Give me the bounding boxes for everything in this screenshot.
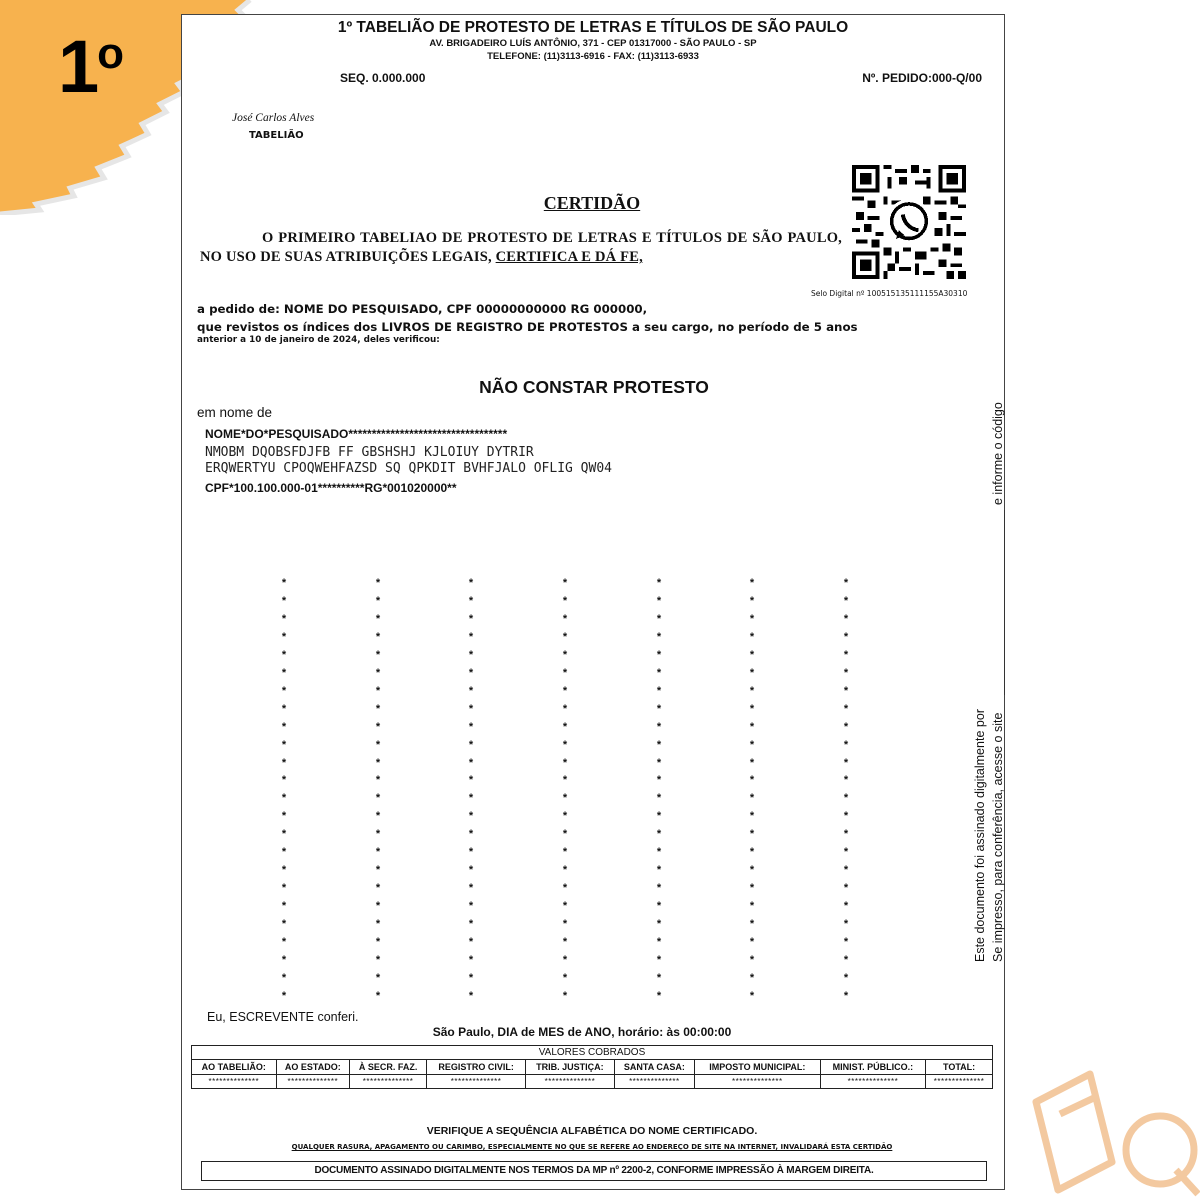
header-phone: TELEFONE: (11)3113-6916 - FAX: (11)3113-6933 <box>487 51 699 62</box>
valores-value: ************** <box>350 1075 427 1089</box>
valores-value: ************** <box>926 1075 993 1089</box>
request-line-2: que revistos os índices dos LIVROS DE REGISTRO DE PROTESTOS a seu cargo, no período de 5 anos <box>197 320 858 334</box>
local-date-time: São Paulo, DIA de MES de ANO, horário: às 00:00:00 <box>432 1025 732 1039</box>
valores-header: REGISTRO CIVIL: <box>427 1060 526 1075</box>
certificate-page <box>181 14 1005 1190</box>
valores-caption: VALORES COBRADOS <box>192 1046 993 1060</box>
certidao-title: CERTIDÃO <box>543 193 641 213</box>
star-column: * * * * * * * * * * * * * * * * * * * * * * * * <box>375 577 381 1002</box>
name-code-line-2: ERQWERTYU CPOQWEHFAZSD SQ QPKDIT BVHFJALO OFLIG QW04 <box>205 461 612 476</box>
side-blank-line <box>1004 510 1005 695</box>
cpf-rg-line: CPF*100.100.000-01**********RG*001020000** <box>205 481 457 495</box>
corner-badge: 1$^o$ <box>58 25 123 108</box>
star-column: * * * * * * * * * * * * * * * * * * * * * * * * <box>468 577 474 1002</box>
result-heading: NÃO CONSTAR PROTESTO <box>479 377 709 397</box>
star-column: * * * * * * * * * * * * * * * * * * * * * * * * <box>656 577 662 1002</box>
valores-header: SANTA CASA: <box>614 1060 694 1075</box>
verify-notice: VERIFIQUE A SEQUÊNCIA ALFABÉTICA DO NOME CERTIFICADO. <box>426 1125 758 1137</box>
digital-signature-footer: DOCUMENTO ASSINADO DIGITALMENTE NOS TERMOS DA MP nº 2200-2, CONFORME IMPRESSÃO À MARGEM DIREITA. <box>201 1161 987 1181</box>
valores-value: ************** <box>276 1075 350 1089</box>
searched-name: NOME*DO*PESQUISADO********************************** <box>205 427 508 441</box>
valores-header: IMPOSTO MUNICIPAL: <box>694 1060 820 1075</box>
selo-digital: Selo Digital nº 100515135111155A30310 <box>811 289 968 298</box>
valores-header: MINIST. PÚBLICO.: <box>820 1060 925 1075</box>
side-text-line-2: Se impresso, para conferência, acesse o site <box>991 712 1005 962</box>
star-column: * * * * * * * * * * * * * * * * * * * * * * * * <box>843 577 849 1002</box>
valores-header: TOTAL: <box>926 1060 993 1075</box>
valores-value: ************** <box>192 1075 277 1089</box>
signature-role: TABELIÃO <box>249 130 304 141</box>
valores-table <box>191 1045 993 1089</box>
star-column: * * * * * * * * * * * * * * * * * * * * * * * * <box>749 577 755 1002</box>
star-column: * * * * * * * * * * * * * * * * * * * * * * * * <box>562 577 568 1002</box>
valores-value: ************** <box>614 1075 694 1089</box>
em-nome-de: em nome de <box>197 405 273 420</box>
logo-watermark-icon <box>1030 1062 1200 1200</box>
valores-value: ************** <box>694 1075 820 1089</box>
qr-code-icon <box>852 165 966 279</box>
declaration-text: O PRIMEIRO TABELIAO DE PROTESTO DE LETRAS E TÍTULOS DE SÃO PAULO, NO USO DE SUAS ATRIBUIÇÕES LEGAIS, CERTIFICA E DÁ FE, <box>200 230 842 265</box>
valores-header: AO ESTADO: <box>276 1060 350 1075</box>
valores-header: À SECR. FAZ. <box>350 1060 427 1075</box>
valores-value: ************** <box>427 1075 526 1089</box>
header-address: AV. BRIGADEIRO LUÍS ANTÔNIO, 371 - CEP 01317000 - SÃO PAULO - SP <box>429 38 757 49</box>
side-text-line-3: e informe o código <box>991 402 1005 505</box>
valores-value: ************** <box>526 1075 615 1089</box>
side-text-line-1: Este documento foi assinado digitalmente por <box>973 709 987 962</box>
rasura-notice: QUALQUER RASURA, APAGAMENTO OU CARIMBO, ESPECIALMENTE NO QUE SE REFERE AO ENDEREÇO DE SITE NA INTERNET, INVALIDARÁ ESTA CERTIDÃO <box>291 1143 893 1151</box>
escrevente-conferi: Eu, ESCREVENTE conferi. <box>207 1010 359 1024</box>
header-title: 1º TABELIÃO DE PROTESTO DE LETRAS E TÍTULOS DE SÃO PAULO <box>337 19 849 36</box>
signature-name: José Carlos Alves <box>232 112 315 124</box>
request-line-1: a pedido de: NOME DO PESQUISADO, CPF 00000000000 RG 000000, <box>197 302 648 316</box>
seq-number: SEQ. 0.000.000 <box>340 71 426 85</box>
valores-header: TRIB. JUSTIÇA: <box>526 1060 615 1075</box>
pedido-number: Nº. PEDIDO:000-Q/00 <box>862 71 982 85</box>
star-column: * * * * * * * * * * * * * * * * * * * * * * * * <box>281 577 287 1002</box>
valores-header: AO TABELIÃO: <box>192 1060 277 1075</box>
valores-value: ************** <box>820 1075 925 1089</box>
declaration-certifica: CERTIFICA E DÁ FE, <box>495 249 643 265</box>
request-line-3: anterior a 10 de janeiro de 2024, deles verificou: <box>197 335 440 345</box>
name-code-line-1: NMOBM DQOBSFDJFB FF GBSHSHJ KJLOIUY DYTRIR <box>205 445 534 460</box>
